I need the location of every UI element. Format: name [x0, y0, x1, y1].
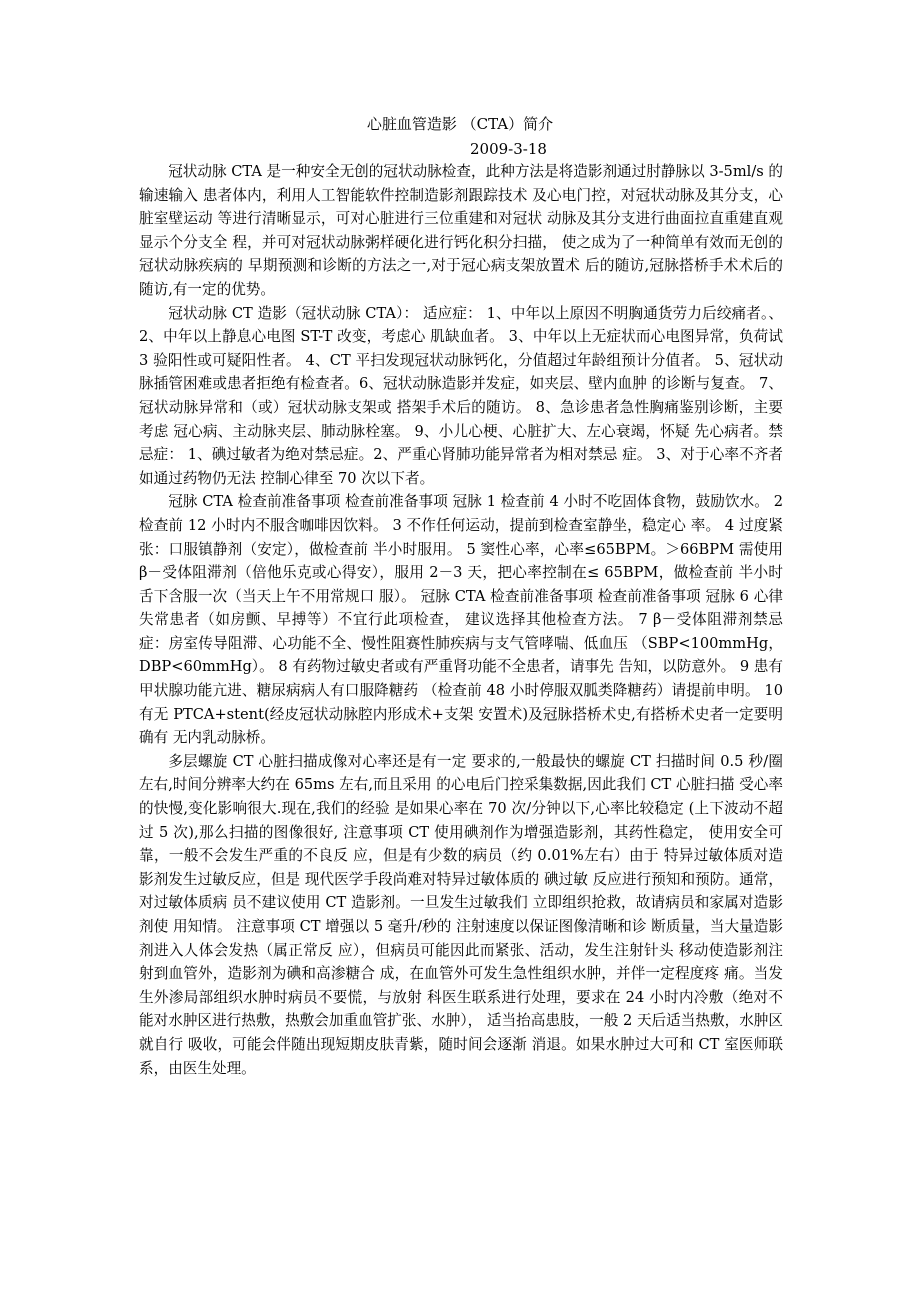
paragraph-notes: 多层螺旋 CT 心脏扫描成像对心率还是有一定 要求的,一般最快的螺旋 CT 扫描时间 0.5 秒/圈 左右,时间分辨率大约在 65ms 左右,而且采用 的心电后门控采集数据,因此我们 CT 心脏扫描 受心率的快慢,变化影响很大.现在,我们的经验 是如果心率在 70 次/分钟以下,心率比较稳定 (上下波动不超过 5 次),那么扫描的图像很好, 注意事项 CT 使用碘剂作为增强造影剂，其药性稳定， 使用安全可靠，一般不会发生严重的不良反 应，但是有少数的病员（约 0.01%左右）由于 特异过敏体质对造影剂发生过敏反应，但是 现代医学手段尚难对特异过敏体质的 碘过敏 反应进行预知和预防。通常，对过敏体质病 员不建议使用 CT 造影剂。一旦发生过敏我们 立即组织抢救，故请病员和家属对造影剂使 用知情。 注意事项 CT 增强以 5 毫升/秒的 注射速度以保证图像清晰和诊 断质量，当大量造影剂进入人体会发热（属正常反 应），但病员可能因此而紧张、活动，发生注射针头 移动使造影剂注射到血管外，造影剂为碘和高渗糖合 成，在血管外可发生急性组织水肿，并伴一定程度疼 痛。当发生外渗局部组织水肿时病员不要慌，与放射 科医生联系进行处理，要求在 24 小时内冷敷（绝对不 能对水肿区进行热敷，热敷会加重血管扩张、水肿）， 适当抬高患肢，一般 2 天后适当热敷，水肿区就自行 吸收，可能会伴随出现短期皮肤青紫，随时间会逐渐 消退。如果水肿过大可和 CT 室医师联系，由医生处理。 [139, 752, 783, 1077]
document-title: 心脏血管造影 （CTA）简介 [366, 115, 554, 133]
paragraph-overview: 冠状动脉 CTA 是一种安全无创的冠状动脉检查，此种方法是将造影剂通过肘静脉以 3-5ml/s 的输速输入 患者体内，利用人工智能软件控制造影剂跟踪技术 及心电门控，对冠状动脉及其分支，心脏室壁运动 等进行清晰显示，可对心脏进行三位重建和对冠状 动脉及其分支进行曲面拉直重建直观显示个分支全 程，并可对冠状动脉粥样硬化进行钙化积分扫描， 使之成为了一种简单有效而无创的冠状动脉疾病的 早期预测和诊断的方法之一,对于冠心病支架放置术 后的随访,冠脉搭桥手术术后的随访,有一定的优势。 [139, 163, 783, 298]
paragraph-preparation: 冠脉 CTA 检查前准备事项 检查前准备事项 冠脉 1 检查前 4 小时不吃固体食物，鼓励饮水。 2 检查前 12 小时内不服含咖啡因饮料。 3 不作任何运动，提前到检查室静坐，稳定心 率。 4 过度紧张：口服镇静剂（安定），做检查前 半小时服用。 5 窦性心率，心率≤65BPM。＞66BPM 需使用 β－受体阻滞剂（倍他乐克或心得安），服用 2－3 天，把心率控制在≤ 65BPM，做检查前 半小时舌下含服一次（当天上午不用常规口 服）。 冠脉 CTA 检查前准备事项 检查前准备事项 冠脉 6 心律失常患者（如房颤、早搏等）不宜行此项检查， 建议选择其他检查方法。 7 β－受体阻滞剂禁忌症：房室传导阻滞、心功能不全、慢性阻赛性肺疾病与支气管哮喘、低血压 （SBP<100mmHg，DBP<60mmHg）。 8 有药物过敏史者或有严重肾功能不全患者，请事先 告知，以防意外。 9 患有甲状腺功能亢进、糖尿病病人有口服降糖药 （检查前 48 小时停服双胍类降糖药）请提前申明。 10 有无 PTCA+stent(经皮冠状动脉腔内形成术+支架 安置术)及冠脉搭桥术史,有搭桥术史者一定要明确有 无内乳动脉桥。 [139, 493, 783, 747]
document-date: 2009-3-18 [470, 140, 547, 158]
paragraph-indications: 冠状动脉 CT 造影（冠状动脉 CTA）： 适应症： 1、中年以上原因不明胸通货劳力后绞痛者。、 2、中年以上静息心电图 ST-T 改变，考虑心 肌缺血者。 3、中年以上无症状而心电图异常，负荷试 3 验阳性或可疑阳性者。 4、CT 平扫发现冠状动脉钙化，分值超过年龄组预计分值者。 5、冠状动脉插管困难或患者拒绝有检查者。6、冠状动脉造影并发症，如夹层、壁内血肿 的诊断与复查。 7、冠状动脉异常和（或）冠状动脉支架或 搭架手术后的随访。 8、急诊患者急性胸痛鉴别诊断，主要考虑 冠心病、主动脉夹层、肺动脉栓塞。 9、小儿心梗、心脏扩大、左心衰竭，怀疑 先心病者。禁忌症： 1、碘过敏者为绝对禁忌症。2、严重心肾肺功能异常者为相对禁忌 症。 3、对于心率不齐者如通过药物仍无法 控制心律至 70 次以下者。 [139, 304, 783, 487]
document-body [139, 160, 783, 1080]
